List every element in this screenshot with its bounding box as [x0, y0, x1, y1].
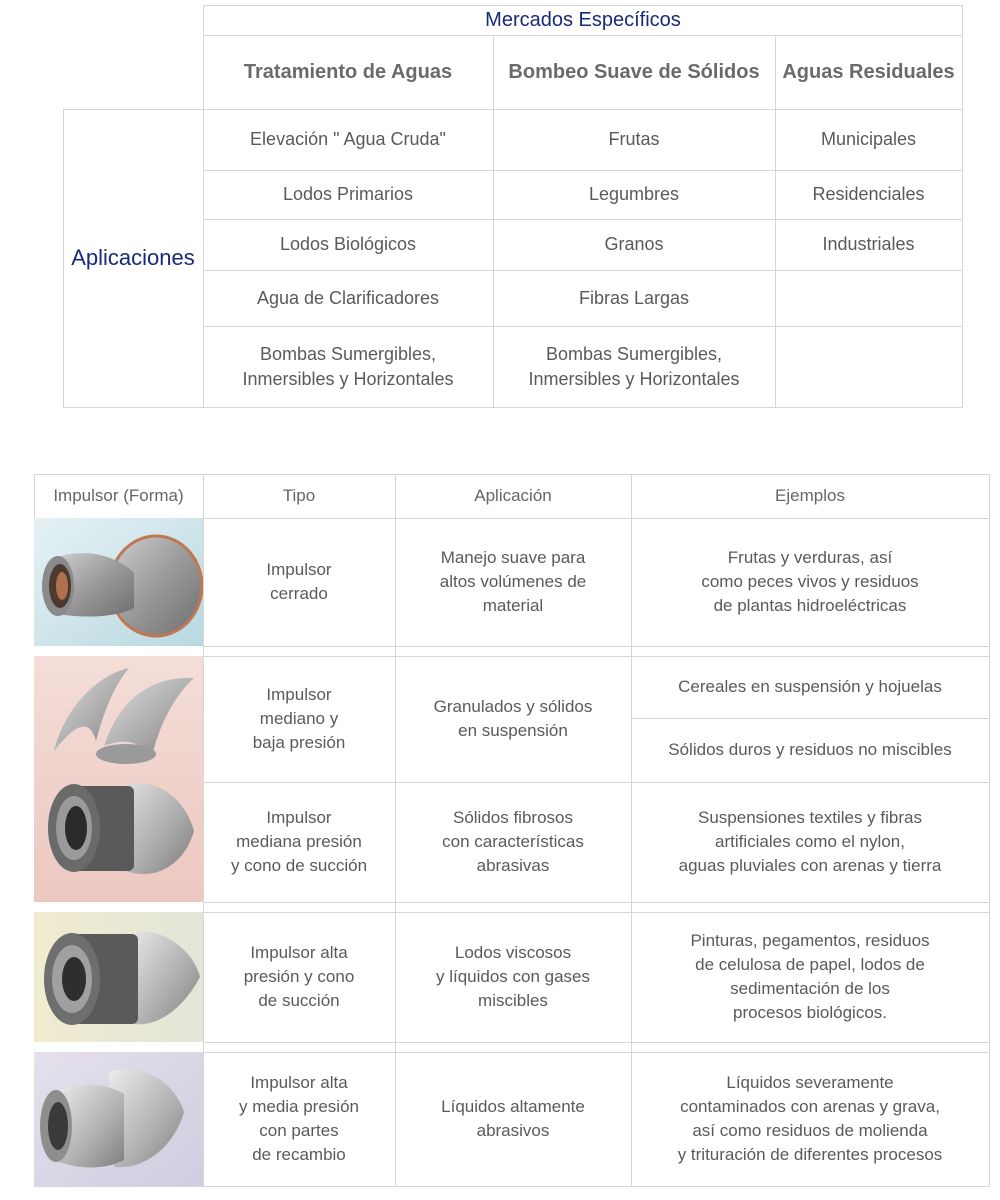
impeller-application-cell: Lodos viscosos y líquidos con gases miscibles — [435, 943, 591, 1010]
table-cell: Elevación " Agua Cruda" — [250, 129, 446, 149]
impeller-type-cell: Impulsor alta presión y cono de succión — [243, 943, 355, 1010]
impeller-application-cell: Líquidos altamente abrasivos — [441, 1097, 585, 1140]
impeller-examples-cell: Pinturas, pegamentos, residuos de celulosa de papel, lodos de sedimentación de los procesos biológicos. — [690, 931, 930, 1022]
impeller-type-cell: Impulsor mediana presión y cono de succión — [230, 808, 368, 875]
table-cell: Bombas Sumergibles, Inmersibles y Horizontales — [242, 343, 454, 389]
markets-super-header: Mercados Específicos — [485, 8, 681, 31]
impeller-application-cell: Manejo suave para altos volúmenes de material — [439, 548, 587, 615]
header-type: Tipo — [282, 486, 316, 505]
table-cell: Municipales — [820, 129, 917, 149]
table-cell: Residenciales — [812, 184, 925, 204]
header-application: Aplicación — [474, 486, 552, 505]
impeller-examples-cell: Frutas y verduras, así como peces vivos y residuos de plantas hidroeléctricas — [701, 548, 919, 615]
impeller-examples-cell: Cereales en suspensión y hojuelas — [678, 677, 942, 696]
impeller-type-cell: Impulsor mediano y baja presión — [252, 685, 346, 752]
impeller-application-cell: Granulados y sólidos en suspensión — [433, 697, 593, 740]
table-cell: Bombas Sumergibles, Inmersibles y Horizontales — [528, 343, 740, 389]
table-cell: Agua de Clarificadores — [256, 287, 440, 308]
table-cell: Industriales — [822, 234, 915, 254]
column-header-wastewater: Aguas Residuales — [782, 60, 955, 83]
column-header-water-treatment: Tratamiento de Aguas — [243, 60, 453, 83]
impeller-examples-cell: Sólidos duros y residuos no miscibles — [668, 740, 952, 759]
impeller-type-cell: Impulsor cerrado — [266, 560, 332, 603]
impeller-type-cell: Impulsor alta y media presión con partes de recambio — [238, 1073, 359, 1164]
table-cell: Lodos Biológicos — [279, 234, 417, 254]
column-header-solids-pumping: Bombeo Suave de Sólidos — [508, 60, 760, 83]
replaceable-parts-impeller-image — [34, 1052, 203, 1186]
high-pressure-impeller-image — [34, 912, 203, 1042]
header-examples: Ejemplos — [775, 486, 845, 505]
applications-row-label: Aplicaciones — [71, 245, 195, 270]
impeller-examples-cell: Líquidos severamente contaminados con arenas y grava, así como residuos de molienda y trituración de diferentes procesos — [677, 1073, 943, 1164]
impeller-examples-cell: Suspensiones textiles y fibras artificiales como el nylon, aguas pluviales con arenas y tierra — [678, 808, 942, 875]
closed-impeller-image — [34, 518, 203, 646]
table-cell: Lodos Primarios — [282, 184, 414, 204]
table-cell: Legumbres — [588, 184, 680, 204]
table-cell: Granos — [604, 234, 664, 254]
medium-impeller-image — [34, 656, 203, 902]
table-cell: Fibras Largas — [578, 287, 690, 308]
header-impeller-shape: Impulsor (Forma) — [53, 486, 184, 505]
table-cell: Frutas — [608, 129, 660, 149]
impeller-application-cell: Sólidos fibrosos con características abrasivas — [442, 808, 584, 875]
